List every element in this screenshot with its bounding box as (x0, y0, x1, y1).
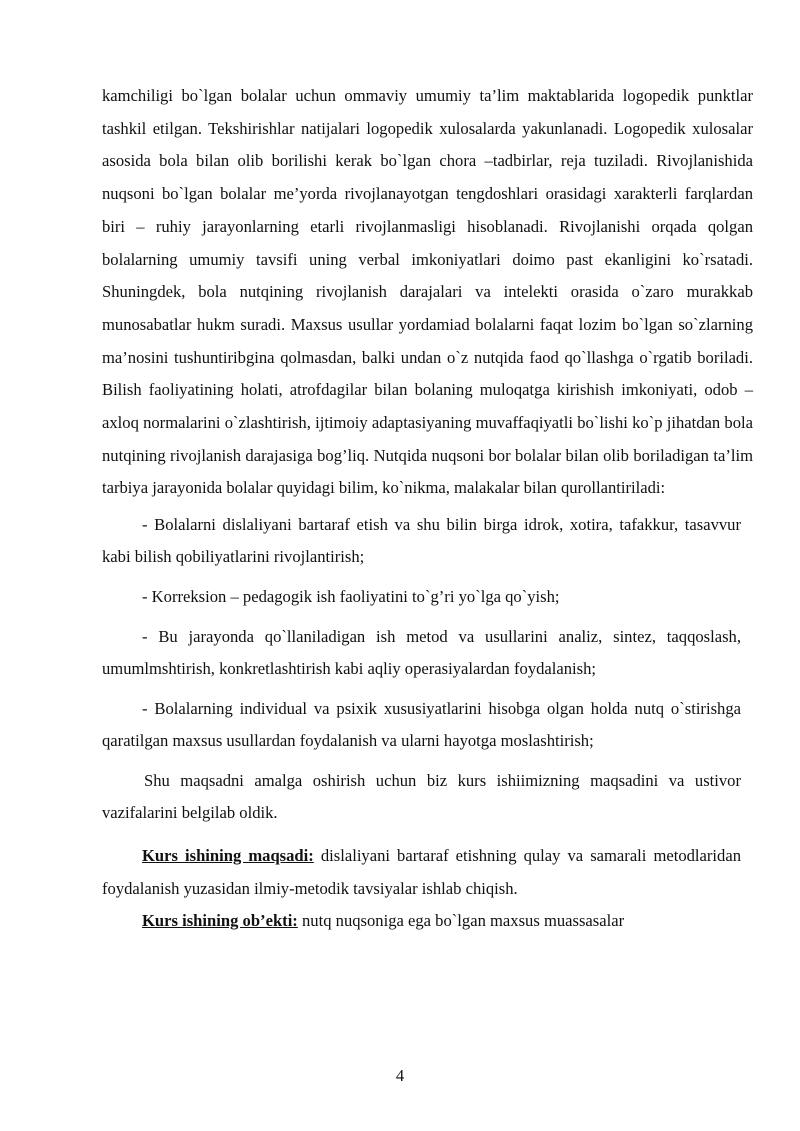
purpose-paragraph (102, 839, 741, 905)
page-number: 4 (395, 1066, 405, 1085)
intro-paragraph: kamchiligi bo`lgan bolalar uchun ommaviy umumiy ta’lim maktablarida logopedik punktlar tashkil etilgan. Tekshirishlar natijalari logopedik xulosalarda yakunlanadi. Logopedik xulosalar asosida bola bilan olib borilishi kerak bo`lgan chora –tadbirlar, reja tuziladi. Rivojlanishida nuqsoni bo`lgan bolalar me’yorda rivojlanayotgan tengdoshlari orasidagi xarakterli farqlardan biri – ruhiy jarayonlarning etarli rivojlanmasligi hisoblanadi. Rivojlanishi orqada qolgan bolalarning umumiy tavsifi uning verbal imkoniyatlari doimo past ekanligini ko`rsatadi. Shuningdek, bola nutqining rivojlanish darajalari va intelekti orasida o`zaro murakkab munosabatlar hukm suradi. Maxsus usullar yordamiad bolalarni faqat lozim bo`lgan so`zlarning ma’nosini tushuntiribgina qolmasdan, balki undan o`z nutqida faod qo`llashga o`rgatib boriladi. Bilish faoliyatining holati, atrofdagilar bilan bolaning muloqatga kirishish imkoniyati, odob – axloq normalarini o`zlashtirish, ijtimoiy adaptasiyaning muvaffaqiyatli bo`lishi ko`p jihatdan bola nutqining rivojlanish darajasiga bog’liq. Nutqida nuqsoni bor bolalar bilan olib boriladigan ta’lim tarbiya jarayonida bolalar quyidagi bilim, ko`nikma, malakalar bilan qurollantiriladi: (102, 86, 753, 498)
purpose-label: Kurs ishining maqsadi: (142, 846, 314, 866)
list-item: - Bolalarning individual va psixik xususiyatlarini hisobga olgan holda nutq o`stirishga qaratilgan maxsus usullardan foydalanish va ularni hayotga moslashtirish; (102, 699, 741, 751)
document-page (102, 80, 753, 937)
list-item: - Korreksion – pedagogik ish faoliyatini to`g’ri yo`lga qo`yish; (142, 587, 560, 607)
list-item: - Bolalarni dislaliyani bartaraf etish va shu bilin birga idrok, xotira, tafakkur, tasavvur kabi bilish qobiliyatlarini rivojlantirish; (102, 515, 741, 567)
object-label: Kurs ishining ob’ekti: (142, 911, 298, 931)
object-paragraph (102, 905, 753, 937)
goal-paragraph: Shu maqsadni amalga oshirish uchun biz kurs ishiimizning maqsadini va ustivor vazifalarini belgilab oldik. (102, 771, 741, 823)
task-list (102, 509, 753, 757)
list-item: - Bu jarayonda qo`llaniladigan ish metod va usullarini analiz, sintez, taqqoslash, umumlmshtirish, konkretlashtirish kabi aqliy operasiyalardan foydalanish; (102, 627, 741, 679)
object-text: nutq nuqsoniga ega bo`lgan maxsus muassasalar (297, 911, 625, 931)
purpose-text: dislaliyani bartaraf etishning qulay va samarali metodlaridan foydalanish yuzasidan ilmiy-metodik tavsiyalar ishlab chiqish. (102, 846, 742, 899)
